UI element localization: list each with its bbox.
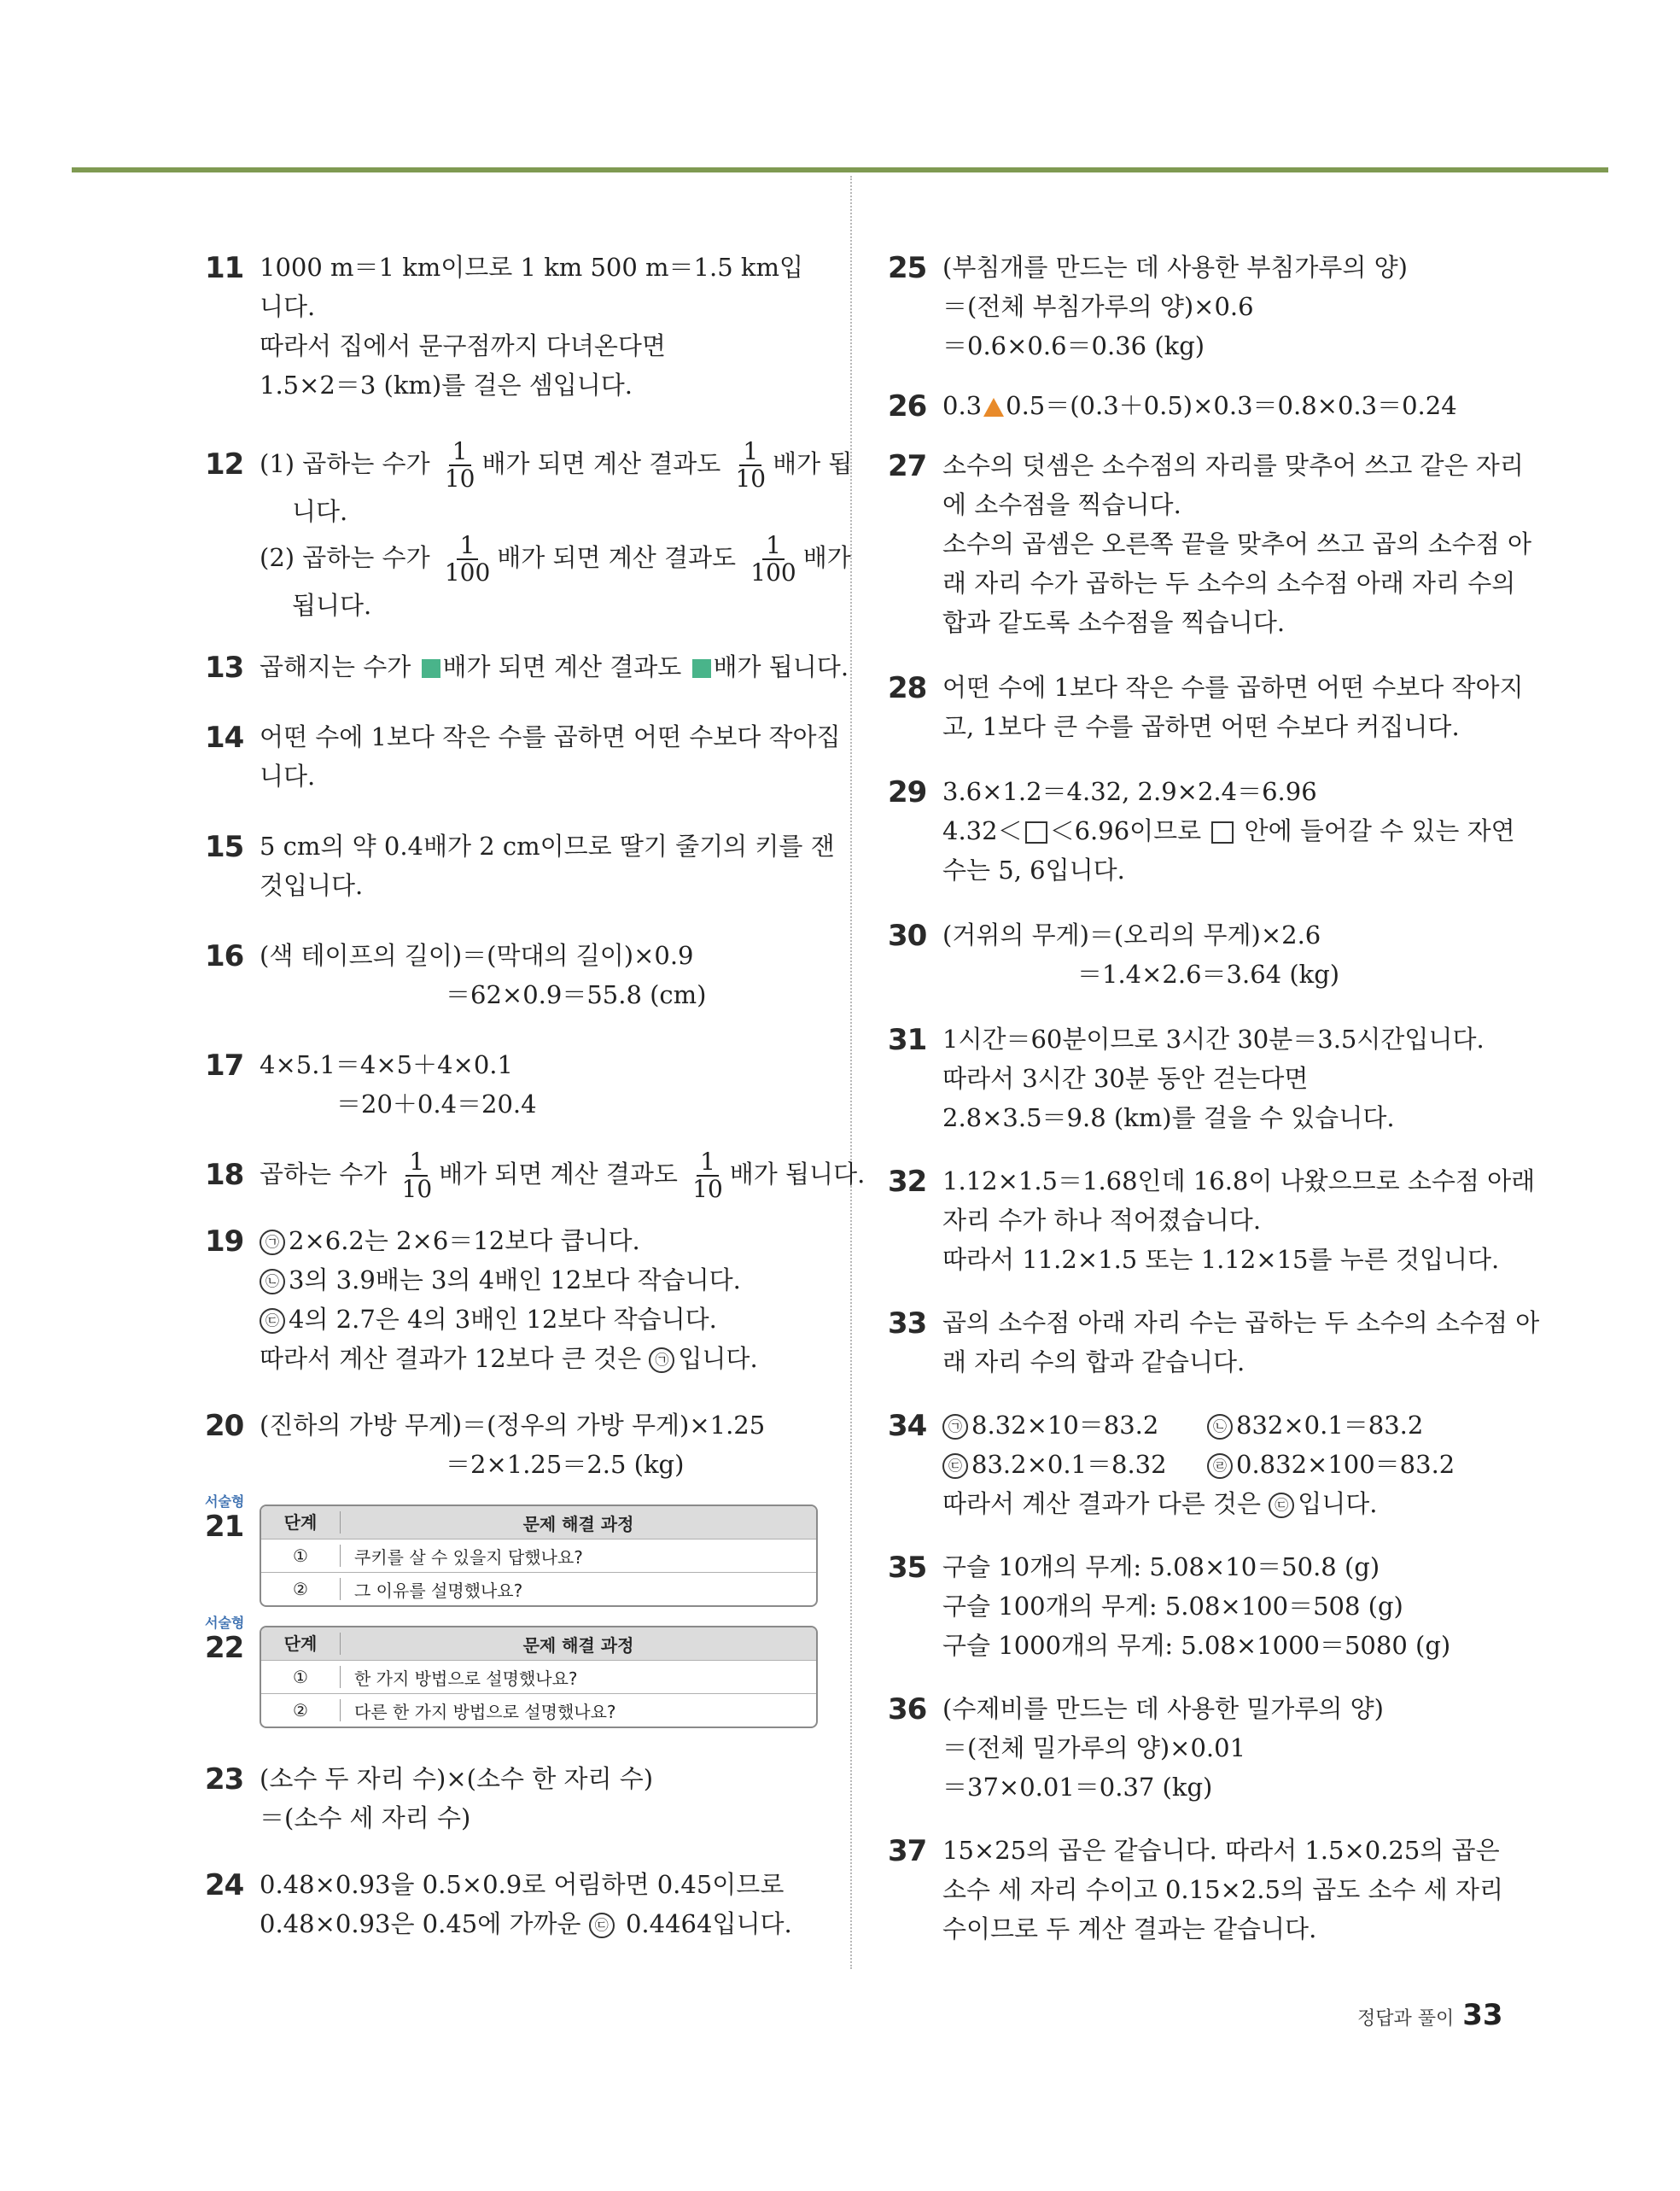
circled-letter-icon: ㉢: [942, 1453, 968, 1479]
answer-line: 따라서 계산 결과가 12보다 큰 것은 ㉠ 입니다.: [260, 1344, 758, 1373]
problem-16: [205, 936, 820, 1014]
fraction: $\frac{1}{100}$: [444, 531, 491, 587]
answer-line: 구슬 100개의 무게: 5.08×100＝508 (g): [942, 1592, 1403, 1621]
answer-line: 자리 수가 하나 적어졌습니다.: [942, 1206, 1262, 1235]
answer-line: 곱해지는 수가 배가 되면 계산 결과도 배가 됩니다.: [260, 652, 849, 681]
problem-14: [205, 717, 841, 796]
answer-line: 수이므로 두 계산 결과는 같습니다.: [942, 1914, 1317, 1943]
problem-number: 28: [888, 671, 927, 705]
answer-line: ㉢ 83.2×0.1＝8.32 ㉣ 0.832×100＝83.2: [942, 1445, 1502, 1484]
problem-number: 22: [205, 1631, 244, 1665]
problem-number: 15: [205, 830, 244, 864]
problem-30: [888, 915, 1502, 994]
problem-number: 17: [205, 1049, 244, 1083]
problem-number: 13: [205, 651, 244, 685]
answer-line: 것입니다.: [260, 871, 364, 900]
answer-line: ㉠ 2×6.2는 2×6＝12보다 큽니다.: [260, 1221, 820, 1260]
problem-number: 35: [888, 1551, 927, 1585]
problem-20: [205, 1405, 820, 1484]
problem-number: 26: [888, 389, 927, 424]
problem-number: 12: [205, 447, 244, 482]
circled-letter-icon: ㉠: [649, 1347, 674, 1373]
answer-line: 니다.: [260, 762, 316, 791]
fraction: $\frac{1}{10}$: [735, 437, 767, 493]
problem-29: [888, 772, 1515, 890]
answer-line: (수제비를 만드는 데 사용한 밀가루의 양): [942, 1694, 1384, 1723]
problem-26: [888, 386, 1502, 425]
answer-line: 곱의 소수점 아래 자리 수는 곱하는 두 소수의 소수점 아: [942, 1308, 1540, 1337]
problem-number: 29: [888, 775, 927, 809]
problem-13: [205, 647, 849, 687]
column-divider: [850, 176, 852, 1969]
answer-line: 따라서 집에서 문구점까지 다녀온다면: [260, 331, 666, 360]
circled-letter-icon: ㉢: [1269, 1493, 1294, 1518]
table-row: ② 다른 한 가지 방법으로 설명했나요?: [261, 1693, 816, 1727]
answer-line: 에 소수점을 찍습니다.: [942, 490, 1181, 519]
answer-line: 래 자리 수가 곱하는 두 소수의 소수점 아래 자리 수의: [942, 569, 1516, 598]
circled-letter-icon: ㉠: [260, 1230, 285, 1255]
answer-line: 수는 5, 6입니다.: [942, 856, 1125, 885]
answer-line: 1000 m＝1 km이므로 1 km 500 m＝1.5 km입: [260, 253, 803, 282]
problem-27: [888, 446, 1532, 642]
problem-number: 20: [205, 1409, 244, 1443]
answer-line: 니다.: [260, 292, 316, 321]
problem-22: [205, 1615, 820, 1728]
problem-number: 14: [205, 721, 244, 755]
problem-number: 25: [888, 251, 927, 285]
table-header: 단계 문제 해결 과정: [261, 1627, 816, 1660]
problem-number: 32: [888, 1165, 927, 1199]
answer-line: 어떤 수에 1보다 작은 수를 곱하면 어떤 수보다 작아집: [260, 722, 841, 751]
problem-34: [888, 1405, 1502, 1523]
problem-37: [888, 1831, 1502, 1949]
problem-number: 36: [888, 1692, 927, 1727]
answer-line: ＝20＋0.4＝20.4: [336, 1090, 537, 1119]
problem-36: [888, 1689, 1502, 1807]
left-column: [205, 248, 866, 1943]
problem-11: [205, 248, 820, 405]
answer-line: 따라서 계산 결과가 다른 것은 ㉢ 입니다.: [942, 1489, 1378, 1518]
problem-35: [888, 1547, 1502, 1665]
problem-number: 19: [205, 1224, 244, 1259]
answer-line: ＝(전체 부침가루의 양)×0.6: [942, 292, 1254, 321]
answer-line: (소수 두 자리 수)×(소수 한 자리 수): [260, 1764, 654, 1793]
answer-line: (거위의 무게)＝(오리의 무게)×2.6: [942, 920, 1321, 949]
filled-square-icon: [422, 659, 440, 678]
answer-line: 0.3 0.5＝(0.3＋0.5)×0.3＝0.8×0.3＝0.24: [942, 391, 1457, 420]
problem-28: [888, 668, 1524, 746]
circled-letter-icon: ㉡: [260, 1269, 285, 1294]
answer-line: 니다.: [292, 497, 348, 526]
circled-letter-icon: ㉢: [260, 1308, 285, 1334]
problem-number: 37: [888, 1834, 927, 1868]
answer-line: (진하의 가방 무게)＝(정우의 가방 무게)×1.25: [260, 1411, 766, 1440]
problem-number: 31: [888, 1023, 927, 1057]
table-header: 단계 문제 해결 과정: [261, 1506, 816, 1539]
problem-number: 30: [888, 919, 927, 953]
problem-15: [205, 827, 835, 905]
problem-24: [205, 1865, 820, 1943]
answer-line: (1) 곱하는 수가 $\frac{1}{10}$ 배가 되면 계산 결과도 $\frac{1}{10}$ 배가 됩: [260, 437, 853, 493]
problem-17: [205, 1045, 820, 1124]
answer-line: 합과 같도록 소수점을 찍습니다.: [942, 608, 1286, 637]
answer-line: ＝0.6×0.6＝0.36 (kg): [942, 331, 1205, 360]
problem-number: 24: [205, 1868, 244, 1902]
fraction: $\frac{1}{10}$: [401, 1148, 433, 1203]
answer-line: ＝62×0.9＝55.8 (cm): [446, 980, 707, 1009]
answer-line: ＝37×0.01＝0.37 (kg): [942, 1773, 1213, 1802]
answer-line: 3.6×1.2＝4.32, 2.9×2.4＝6.96: [942, 777, 1317, 806]
answer-line: 래 자리 수의 합과 같습니다.: [942, 1347, 1245, 1376]
answer-line: ㉢ 4의 2.7은 4의 3배인 12보다 작습니다.: [260, 1300, 820, 1339]
empty-box-icon: [1025, 821, 1047, 844]
answer-line: 0.48×0.93은 0.45에 가까운 ㉢ 0.4464입니다.: [260, 1909, 792, 1938]
answer-line: 고, 1보다 큰 수를 곱하면 어떤 수보다 커집니다.: [942, 712, 1460, 741]
answer-line: ＝2×1.25＝2.5 (kg): [446, 1450, 685, 1479]
problem-number: 23: [205, 1762, 244, 1797]
problem-number: 16: [205, 939, 244, 973]
answer-line: 소수의 덧셈은 소수점의 자리를 맞추어 쓰고 같은 자리: [942, 451, 1524, 480]
page-number: 33: [1462, 1998, 1503, 2032]
problem-number: 34: [888, 1409, 927, 1443]
footer-label: 정답과 풀이: [1357, 2008, 1455, 2030]
answer-line: 곱하는 수가 $\frac{1}{10}$ 배가 되면 계산 결과도 $\frac{1}{10}$ 배가 됩니다.: [260, 1148, 866, 1203]
answer-line: 5 cm의 약 0.4배가 2 cm이므로 딸기 줄기의 키를 잰: [260, 832, 835, 861]
answer-line: 0.48×0.93을 0.5×0.9로 어림하면 0.45이므로: [260, 1870, 785, 1899]
fraction: $\frac{1}{10}$: [692, 1148, 723, 1203]
answer-line: 따라서 3시간 30분 동안 걷는다면: [942, 1064, 1309, 1093]
answer-line: ㉡ 3의 3.9배는 3의 4배인 12보다 작습니다.: [260, 1260, 820, 1300]
problem-23: [205, 1759, 820, 1838]
circled-letter-icon: ㉡: [1207, 1414, 1233, 1440]
answer-line: 2.8×3.5＝9.8 (km)를 걸을 수 있습니다.: [942, 1103, 1395, 1132]
answer-line: 됩니다.: [292, 591, 372, 620]
fraction: $\frac{1}{100}$: [750, 531, 796, 587]
problem-number: 27: [888, 449, 927, 483]
circled-letter-icon: ㉠: [942, 1414, 968, 1440]
answer-line: 따라서 11.2×1.5 또는 1.12×15를 누른 것입니다.: [942, 1245, 1500, 1274]
answer-line: 구슬 1000개의 무게: 5.08×1000＝5080 (g): [942, 1631, 1451, 1660]
problem-31: [888, 1020, 1502, 1137]
right-column: [888, 248, 1540, 1949]
answer-line: ＝1.4×2.6＝3.64 (kg): [1077, 960, 1340, 989]
answer-line: (2) 곱하는 수가 $\frac{1}{100}$ 배가 되면 계산 결과도 $\frac{1}{100}$ 배가: [260, 531, 851, 587]
answer-line: ＝(전체 밀가루의 양)×0.01: [942, 1733, 1246, 1762]
problem-number: 18: [205, 1158, 244, 1192]
answer-line: (색 테이프의 길이)＝(막대의 길이)×0.9: [260, 941, 694, 970]
rubric-table: [260, 1626, 818, 1728]
header-rule: [72, 167, 1608, 172]
rubric-table: [260, 1504, 818, 1607]
answer-line: ＝(소수 세 자리 수): [260, 1803, 471, 1832]
problem-number: 11: [205, 251, 244, 285]
problem-25: [888, 248, 1502, 365]
answer-line: ㉠ 8.32×10＝83.2 ㉡ 832×0.1＝83.2: [942, 1405, 1502, 1445]
answer-line: 15×25의 곱은 같습니다. 따라서 1.5×0.25의 곱은: [942, 1836, 1500, 1865]
serial-tag: 서술형: [205, 1615, 245, 1631]
table-row: ① 쿠키를 살 수 있을지 답했나요?: [261, 1539, 816, 1572]
answer-line: 4.32＜ ＜6.96이므로 안에 들어갈 수 있는 자연: [942, 816, 1515, 845]
table-row: ① 한 가지 방법으로 설명했나요?: [261, 1660, 816, 1693]
page-footer: [1357, 1998, 1503, 2032]
table-row: ② 그 이유를 설명했나요?: [261, 1572, 816, 1605]
filled-square-icon: [692, 659, 711, 678]
problem-32: [888, 1161, 1536, 1279]
answer-line: 소수 세 자리 수이고 0.15×2.5의 곱도 소수 세 자리: [942, 1875, 1503, 1904]
problem-number: 33: [888, 1306, 927, 1341]
answer-line: 4×5.1＝4×5＋4×0.1: [260, 1050, 513, 1079]
fraction: $\frac{1}{10}$: [444, 437, 475, 493]
answer-line: 소수의 곱셈은 오른쪽 끝을 맞추어 쓰고 곱의 소수점 아: [942, 529, 1532, 558]
circled-letter-icon: ㉣: [1207, 1453, 1233, 1479]
problem-number: 21: [205, 1510, 244, 1544]
serial-tag: 서술형: [205, 1493, 245, 1510]
answer-line: 1.12×1.5＝1.68인데 16.8이 나왔으므로 소수점 아래: [942, 1166, 1536, 1195]
problem-18: [205, 1148, 866, 1203]
problem-21: [205, 1493, 820, 1607]
answer-line: 어떤 수에 1보다 작은 수를 곱하면 어떤 수보다 작아지: [942, 673, 1524, 702]
answer-line: 1시간＝60분이므로 3시간 30분＝3.5시간입니다.: [942, 1025, 1485, 1054]
problem-33: [888, 1303, 1540, 1382]
problem-19: [205, 1221, 820, 1378]
problem-12: [205, 437, 853, 625]
circled-letter-icon: ㉢: [589, 1913, 615, 1938]
triangle-operator-icon: [983, 398, 1004, 417]
answer-line: 1.5×2＝3 (km)를 걸은 셈입니다.: [260, 371, 633, 400]
answer-line: (부침개를 만드는 데 사용한 부침가루의 양): [942, 253, 1408, 282]
empty-box-icon: [1211, 821, 1234, 844]
answer-line: 구슬 10개의 무게: 5.08×10＝50.8 (g): [942, 1552, 1380, 1581]
